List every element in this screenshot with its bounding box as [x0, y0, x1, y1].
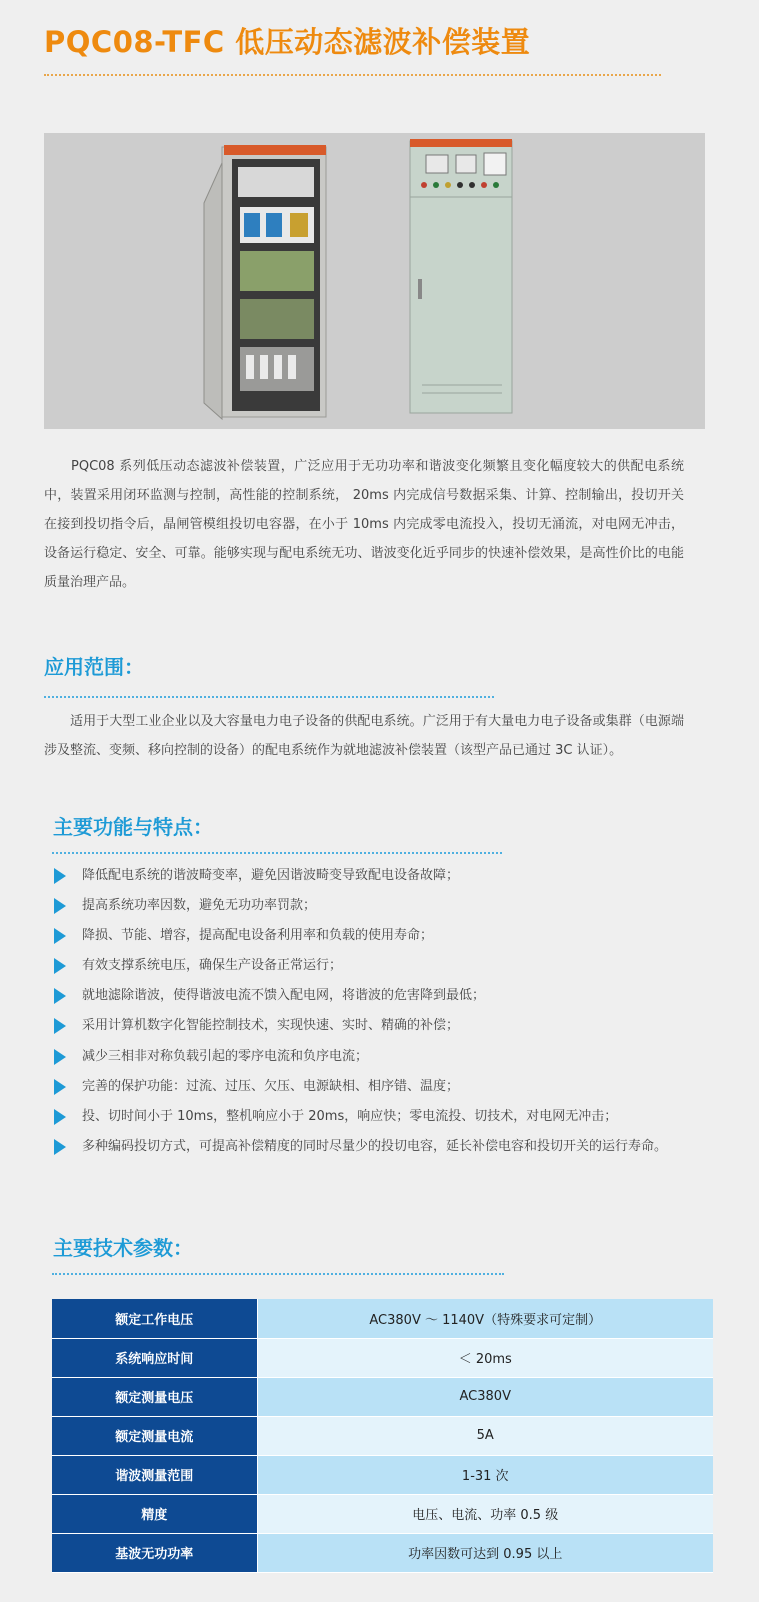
param-value: 5A [257, 1416, 713, 1455]
arrow-right-icon [54, 928, 66, 944]
arrow-right-icon [54, 988, 66, 1004]
param-key: 系统响应时间 [52, 1338, 257, 1377]
table-row [52, 1455, 713, 1494]
table-row [52, 1533, 713, 1572]
arrow-right-icon [54, 1049, 66, 1065]
param-value: 电压、电流、功率 0.5 级 [257, 1494, 713, 1533]
param-key: 额定工作电压 [52, 1299, 257, 1338]
param-key: 精度 [52, 1494, 257, 1533]
param-value: AC380V [257, 1377, 713, 1416]
features-heading: 主要功能与特点： [53, 815, 213, 839]
list-item: 提高系统功率因数，避免无功功率罚款； [52, 891, 712, 921]
arrow-right-icon [54, 1139, 66, 1155]
table-row [52, 1416, 713, 1455]
table-row [52, 1377, 713, 1416]
params-table [52, 1299, 713, 1573]
param-value: 1-31 次 [257, 1455, 713, 1494]
application-heading: 应用范围： [44, 655, 144, 679]
param-key: 谐波测量范围 [52, 1455, 257, 1494]
list-item: 采用计算机数字化智能控制技术，实现快速、实时、精确的补偿； [52, 1011, 712, 1041]
title-divider [44, 74, 661, 76]
param-value: 功率因数可达到 0.95 以上 [257, 1533, 713, 1572]
arrow-right-icon [54, 868, 66, 884]
table-row [52, 1299, 713, 1338]
param-value: ＜ 20ms [257, 1338, 713, 1377]
table-row [52, 1338, 713, 1377]
list-item: 投、切时间小于 10ms，整机响应小于 20ms，响应快；零电流投、切技术，对电网无冲击； [52, 1102, 712, 1132]
list-item: 完善的保护功能：过流、过压、欠压、电源缺相、相序错、温度； [52, 1072, 712, 1102]
application-paragraph: 适用于大型工业企业以及大容量电力电子设备的供配电系统。广泛用于有大量电力电子设备或集群（电源端涉及整流、变频、移向控制的设备）的配电系统作为就地滤波补偿装置（该型产品已通过 3C 认证）。 [44, 714, 684, 758]
list-item: 有效支撑系统电压，确保生产设备正常运行； [52, 951, 712, 981]
param-value: AC380V ～ 1140V（特殊要求可定制） [257, 1299, 713, 1338]
param-key: 额定测量电压 [52, 1377, 257, 1416]
param-key: 额定测量电流 [52, 1416, 257, 1455]
cabinet-illustration [44, 133, 705, 429]
list-item: 降损、节能、增容，提高配电设备利用率和负载的使用寿命； [52, 921, 712, 951]
params-heading: 主要技术参数： [53, 1236, 193, 1260]
table-row [52, 1494, 713, 1533]
arrow-right-icon [54, 1079, 66, 1095]
arrow-right-icon [54, 958, 66, 974]
list-item: 多种编码投切方式，可提高补偿精度的同时尽量少的投切电容，延长补偿电容和投切开关的运行寿命。 [52, 1132, 712, 1162]
page-title: PQC08-TFC 低压动态滤波补偿装置 [44, 25, 531, 59]
list-item: 减少三相非对称负载引起的零序电流和负序电流； [52, 1042, 712, 1072]
arrow-right-icon [54, 898, 66, 914]
arrow-right-icon [54, 1109, 66, 1125]
features-list [52, 861, 712, 1162]
intro-paragraph: PQC08 系列低压动态滤波补偿装置，广泛应用于无功功率和谐波变化频繁且变化幅度较大的供配电系统中，装置采用闭环监测与控制，高性能的控制系统， 20ms 内完成信号数据采集、计算、控制输出，投切开关在接到投切指令后，晶闸管模组投切电容器，在小于 10ms 内完成零电流投入，投切无涌流，对电网无冲击，设备运行稳定、安全、可靠。能够实现与配电系统无功、谐波变化近乎同步的快速补偿效果，是高性价比的电能质量治理产品。 [44, 459, 684, 590]
list-item: 降低配电系统的谐波畸变率，避免因谐波畸变导致配电设备故障； [52, 861, 712, 891]
params-divider [52, 1273, 504, 1275]
features-divider [52, 852, 502, 854]
product-photo [44, 133, 705, 429]
application-divider [44, 696, 494, 698]
param-key: 基波无功功率 [52, 1533, 257, 1572]
arrow-right-icon [54, 1018, 66, 1034]
list-item: 就地滤除谐波，使得谐波电流不馈入配电网，将谐波的危害降到最低； [52, 981, 712, 1011]
